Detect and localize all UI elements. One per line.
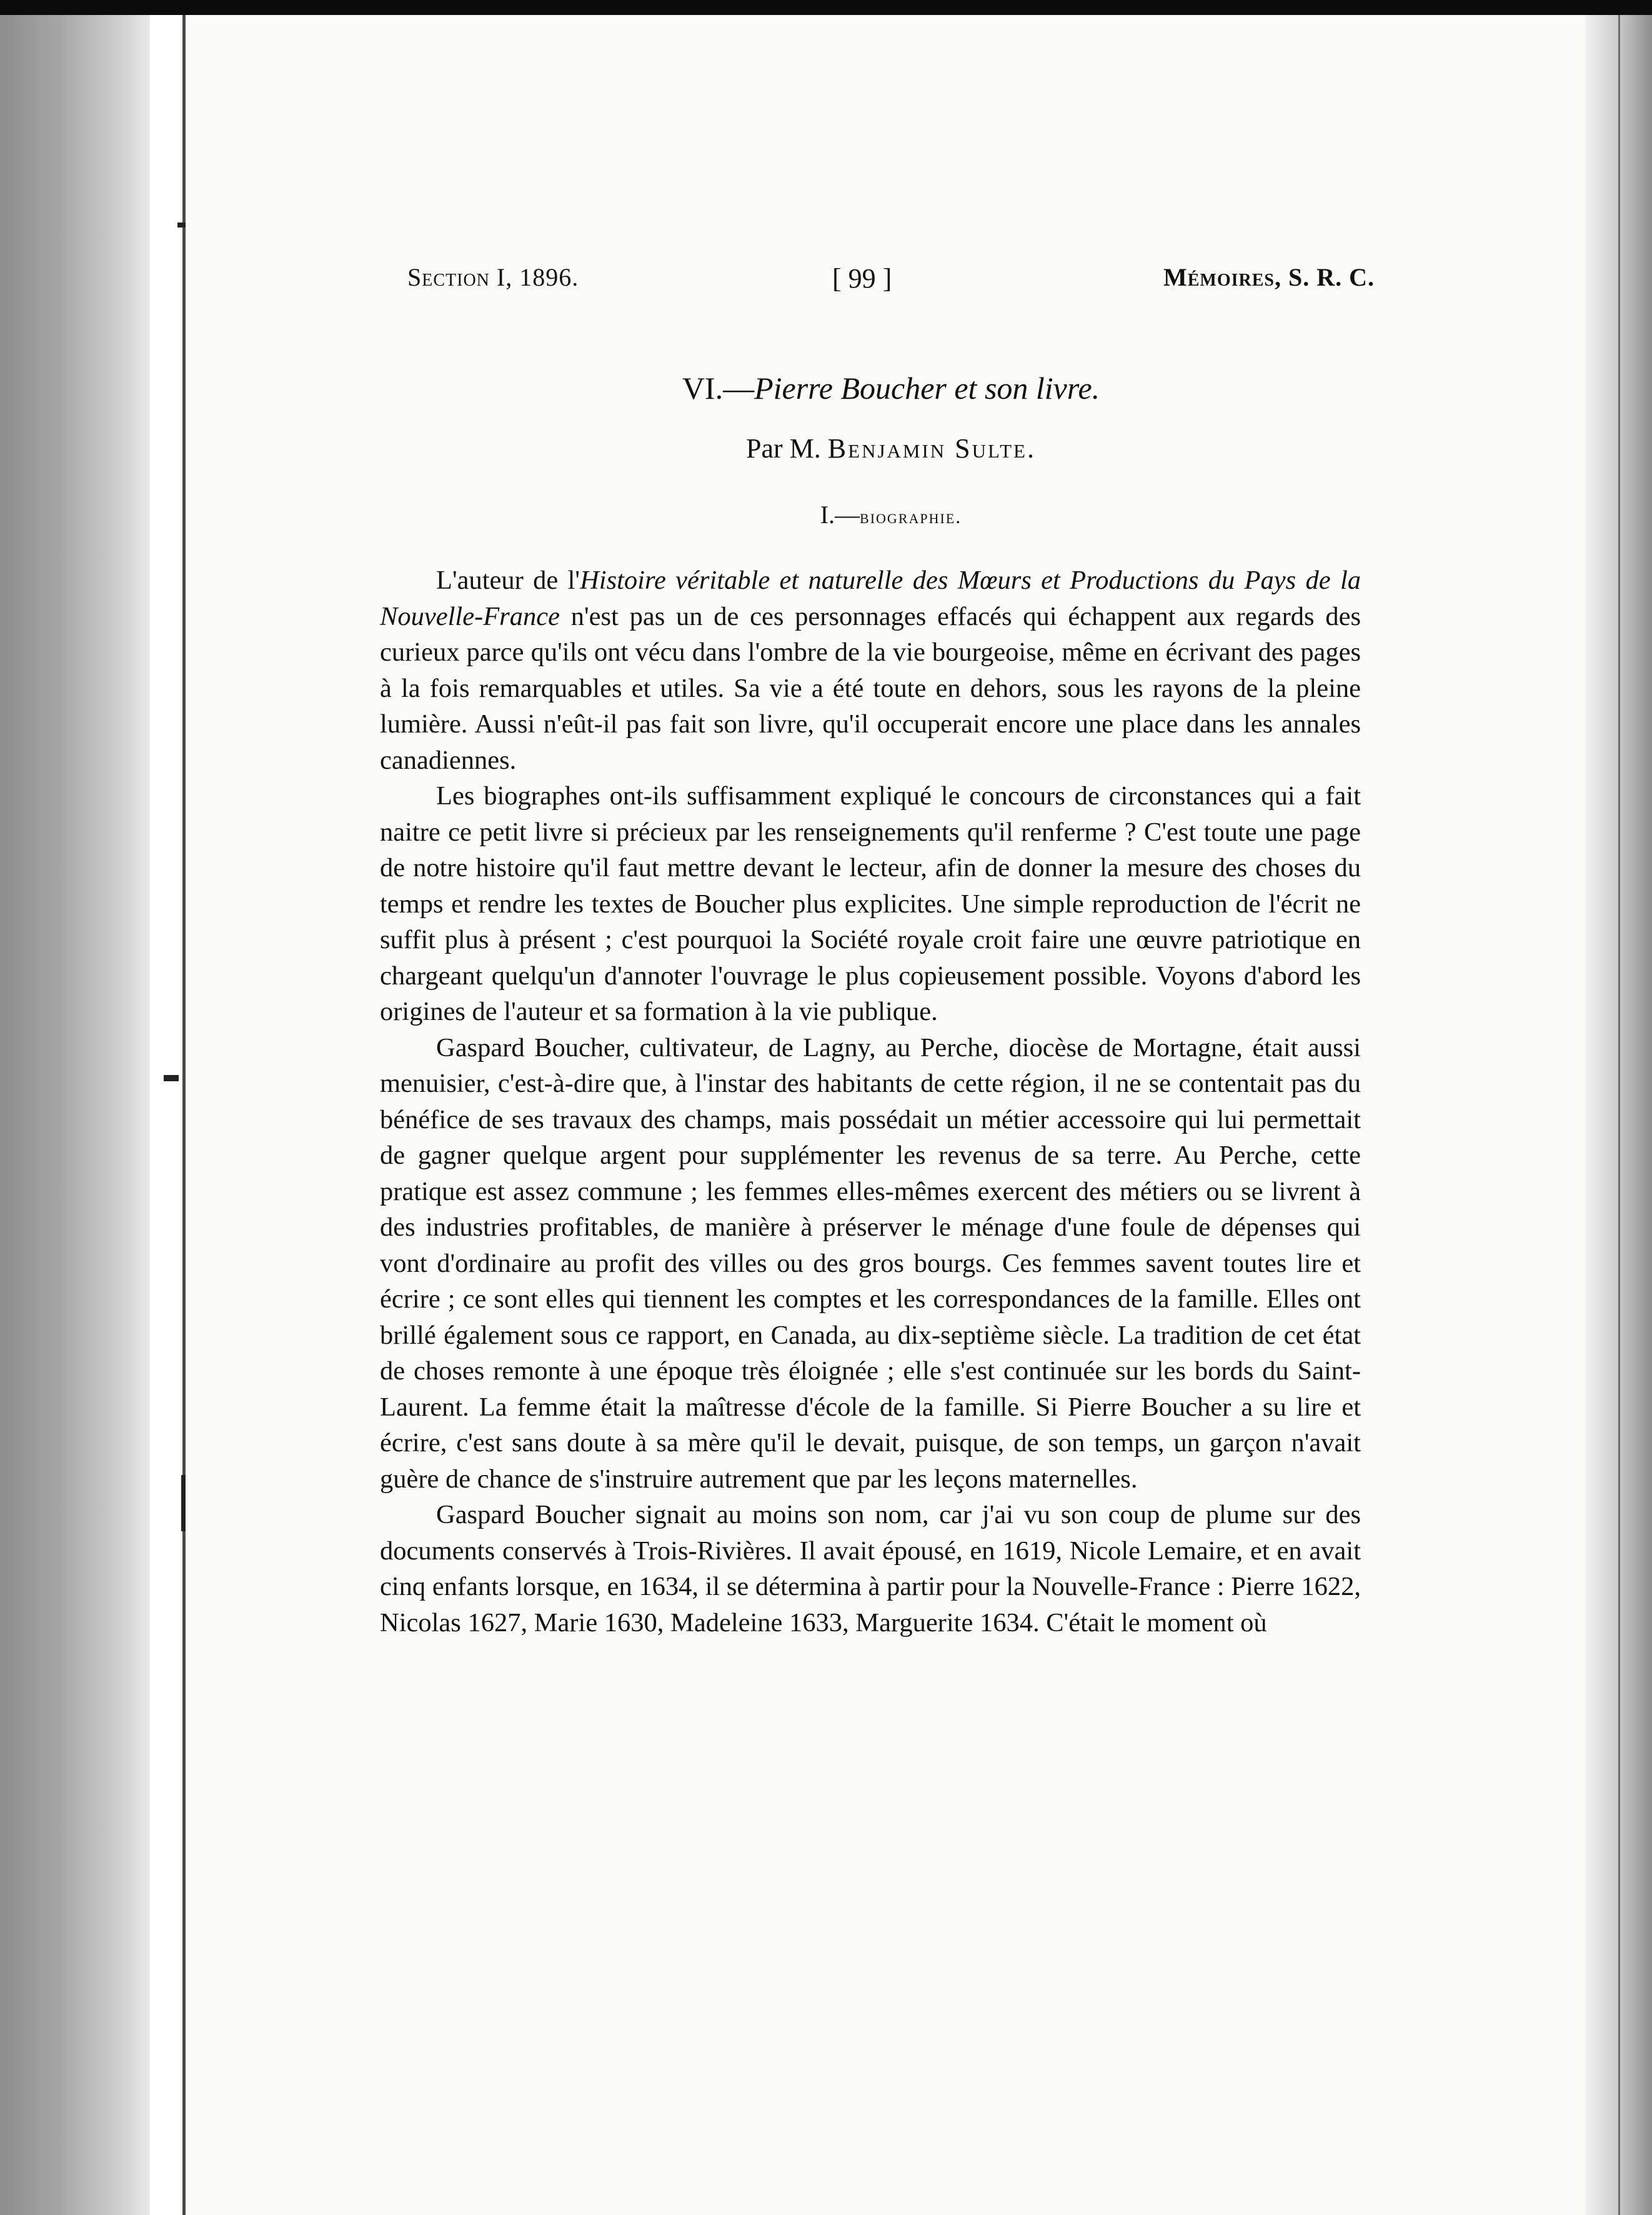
paragraph: Les biographes ont-ils suffisamment expliqué le concours de circonstances qui a fait naitre ce petit livre si précieux par les renseignements qu'il renferme ? C'est toute une page de notre histoire qu'il faut mettre devant le lecteur, afin de donner la mesure des choses du temps et rendre les textes de Boucher plus explicites. Une simple reproduction de l'écrit ne suffit plus à présent ; c'est pourquoi la Société royale croit faire une œuvre patriotique en chargeant quelqu'un d'annoter l'ouvrage le plus copieusement possible. Voyons d'abord les origines de l'auteur et sa formation à la vie publique.: [380, 781, 1361, 1026]
paragraph: Gaspard Boucher, cultivateur, de Lagny, au Perche, diocèse de Mortagne, était aussi menuisier, c'est-à-dire que, à l'instar des habitants de cette région, il ne se contentait pas du bénéfice de ses travaux des champs, mais possédait un métier accessoire qui lui permettait de gagner quelque argent pour supplémenter les revenus de sa terre. Au Perche, cette pratique est assez commune ; les femmes elles-mêmes exercent des métiers ou se livrent à des industries profitables, de manière à préserver le ménage d'une foule de dépenses qui vont d'ordinaire au profit des villes ou des gros bourgs. Ces femmes savent toutes lire et écrire ; ce sont elles qui tiennent les comptes et les correspondances de la famille. Elles ont brillé également sous ce rapport, en Canada, au dix-septième siècle. La tradition de cet état de choses remonte à une époque très éloignée ; elle s'est continuée sur les bords du Saint-Laurent. La femme était la maîtresse d'école de la famille. Si Pierre Boucher a su lire et écrire, c'est sans doute à sa mère qu'il le devait, puisque, de son temps, un garçon n'avait guère de chance de s'instruire autrement que par les leçons maternelles.: [380, 1032, 1361, 1494]
body-text: [380, 562, 1361, 1641]
author-name: Benjamin Sulte.: [827, 433, 1036, 464]
scan-top-edge: [0, 0, 1652, 15]
author-prefix: Par M.: [746, 433, 821, 464]
page-number: [ 99 ]: [832, 263, 892, 294]
page-edge-line: [1618, 15, 1620, 2215]
section-number: I.—: [820, 501, 860, 529]
paragraph-text: n'est pas un de ces personnages effacés qui échappent aux regards des curieux parce qu'ils ont vécu dans l'ombre de la vie bourgeoise, même en écrivant des pages à la fois remarquables et utiles. Sa vie a été toute en dehors, sous les rayons de la pleine lumière. Aussi n'eût-il pas fait son livre, qu'il occuperait encore une place dans les annales canadiennes.: [380, 601, 1361, 775]
scan-left-margin: [0, 15, 150, 2215]
section-heading: [407, 500, 1375, 529]
book-title: Histoire véritable et naturelle des Mœurs et Productions du Pays de la Nouvelle-France: [380, 566, 1361, 631]
article-author: [407, 432, 1375, 464]
paragraph-text: L'auteur de l': [436, 566, 580, 595]
article-title: [407, 370, 1375, 406]
paragraph: [380, 562, 1361, 778]
running-head-section: Section I, 1896.: [407, 263, 579, 291]
article-title-text: Pierre Boucher et son livre.: [754, 371, 1100, 406]
running-head: [407, 262, 1375, 300]
paragraph: Gaspard Boucher signait au moins son nom, car j'ai vu son coup de plume sur des documents conservés à Trois-Rivières. Il avait épousé, en 1619, Nicole Lemaire, et en avait cinq enfants lorsque, en 1634, il se détermina à partir pour la Nouvelle-France : Pierre 1622, Nicolas 1627, Marie 1630, Madeleine 1633, Marguerite 1634. C'était le moment où: [380, 1500, 1361, 1638]
gutter-mark: [164, 1075, 179, 1081]
article-number: VI.—: [682, 371, 755, 406]
running-head-journal: Mémoires, S. R. C.: [1163, 263, 1375, 291]
section-title: biographie.: [860, 505, 962, 528]
